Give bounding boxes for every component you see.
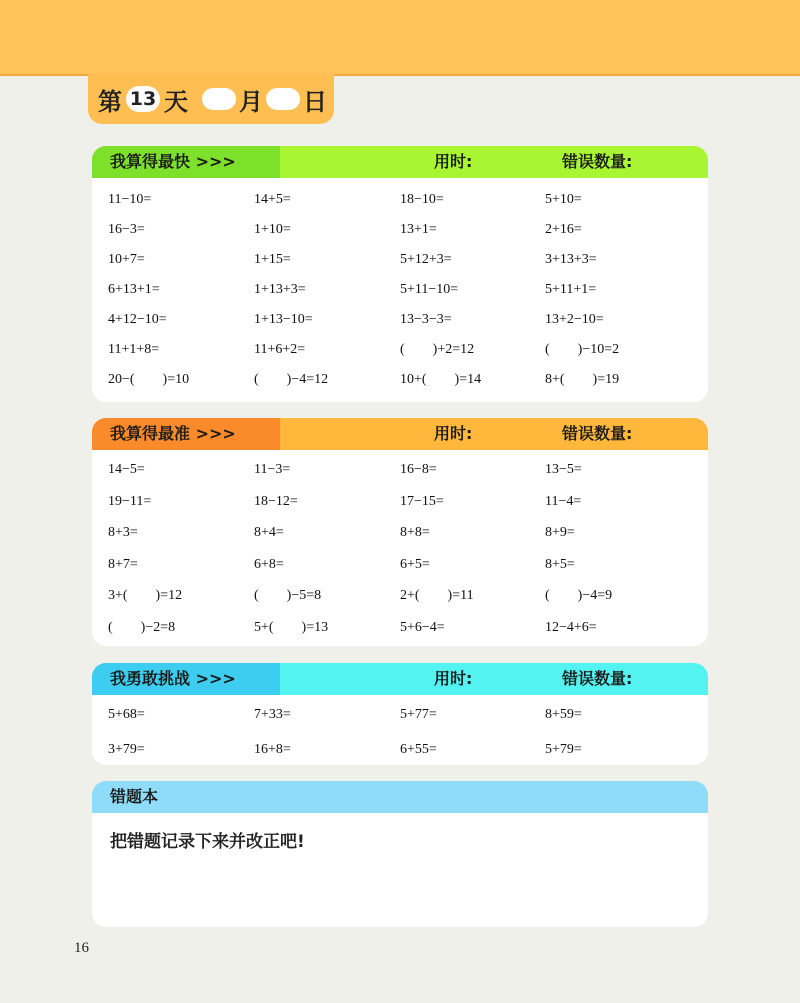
- problem-cell[interactable]: 8+4=: [254, 525, 284, 540]
- date-blank[interactable]: [266, 88, 300, 110]
- problem-cell[interactable]: 11−3=: [254, 462, 291, 477]
- problem-cell[interactable]: 5+68=: [108, 707, 145, 722]
- problem-cell[interactable]: 8+8=: [400, 525, 430, 540]
- notebook-header: [92, 781, 708, 813]
- date-label: 日: [303, 87, 327, 116]
- problem-cell[interactable]: 3+13+3=: [545, 252, 597, 267]
- problem-cell[interactable]: ( )−10=2: [545, 342, 620, 357]
- problem-cell[interactable]: 8+7=: [108, 556, 138, 572]
- problem-cell[interactable]: 5+77=: [400, 707, 437, 722]
- problem-cell[interactable]: 14+5=: [254, 192, 291, 207]
- problem-cell[interactable]: 6+55=: [400, 742, 437, 757]
- problem-cell[interactable]: 1+15=: [254, 252, 291, 267]
- problem-cell[interactable]: 10+( )=14: [400, 372, 482, 387]
- problem-cell[interactable]: 1+13−10=: [254, 312, 313, 327]
- problem-cell[interactable]: 1+13+3=: [254, 282, 306, 297]
- section-title: 我勇敢挑战 >>>: [92, 663, 280, 695]
- problem-cell[interactable]: 8+9=: [545, 525, 575, 540]
- problem-cell[interactable]: 18−12=: [254, 493, 298, 509]
- page-number: 16: [74, 940, 89, 956]
- month-label: 月: [239, 87, 263, 116]
- problem-cell[interactable]: 16−8=: [400, 462, 437, 477]
- section-most-accurate: [92, 418, 708, 646]
- problem-cell[interactable]: 5+11−10=: [400, 282, 459, 297]
- section-title: 我算得最准 >>>: [92, 418, 280, 450]
- section-challenge: [92, 663, 708, 765]
- problem-cell[interactable]: 13+1=: [400, 222, 437, 237]
- problem-cell[interactable]: 8+3=: [108, 525, 138, 540]
- notebook-title: 错题本: [110, 787, 159, 806]
- problem-cell[interactable]: 4+12−10=: [108, 312, 167, 327]
- error-count-label: 错误数量:: [562, 152, 633, 171]
- problem-cell[interactable]: ( )−4=9: [545, 588, 613, 603]
- problem-cell[interactable]: 6+5=: [400, 556, 430, 572]
- problem-cell[interactable]: 5+11+1=: [545, 282, 597, 297]
- time-label: 用时:: [434, 669, 473, 688]
- time-label: 用时:: [434, 152, 473, 171]
- day-prefix: 第: [98, 87, 122, 116]
- notebook-instruction: 把错题记录下来并改正吧!: [110, 832, 305, 852]
- month-blank[interactable]: [202, 88, 236, 110]
- problem-cell[interactable]: 19−11=: [108, 493, 152, 509]
- problem-cell[interactable]: 11+1+8=: [108, 342, 160, 357]
- section-fastest: [92, 146, 708, 402]
- problem-cell[interactable]: 2+( )=11: [400, 588, 474, 603]
- problem-cell[interactable]: 17−15=: [400, 493, 444, 509]
- problem-cell[interactable]: 5+10=: [545, 192, 582, 207]
- day-number: 13: [126, 86, 160, 112]
- problem-cell[interactable]: 11+6+2=: [254, 342, 306, 357]
- section-header: [92, 418, 708, 450]
- problem-cell[interactable]: 11−4=: [545, 493, 582, 509]
- problem-cell[interactable]: 6+13+1=: [108, 282, 160, 297]
- section-title: 我算得最快 >>>: [92, 146, 280, 178]
- problem-cell[interactable]: 3+( )=12: [108, 588, 183, 603]
- problem-cell[interactable]: ( )−5=8: [254, 588, 322, 603]
- problem-cell[interactable]: 11−10=: [108, 192, 152, 207]
- problem-cell[interactable]: 5+12+3=: [400, 252, 452, 267]
- problem-cell[interactable]: 7+33=: [254, 707, 291, 722]
- problem-cell[interactable]: 13−5=: [545, 462, 582, 477]
- error-count-label: 错误数量:: [562, 424, 633, 443]
- problem-cell[interactable]: 14−5=: [108, 462, 145, 477]
- day-header: [88, 74, 334, 124]
- problem-cell[interactable]: 5+79=: [545, 742, 582, 757]
- section-header: [92, 663, 708, 695]
- problem-cell[interactable]: 3+79=: [108, 742, 145, 757]
- problem-cell[interactable]: 13−3−3=: [400, 312, 452, 327]
- problem-cell[interactable]: 16−3=: [108, 222, 145, 237]
- error-count-label: 错误数量:: [562, 669, 633, 688]
- problem-cell[interactable]: 8+59=: [545, 707, 582, 722]
- problem-cell[interactable]: 16+8=: [254, 742, 291, 757]
- problem-cell[interactable]: 18−10=: [400, 192, 444, 207]
- problem-cell[interactable]: 13+2−10=: [545, 312, 604, 327]
- section-header: [92, 146, 708, 178]
- problem-cell[interactable]: ( )+2=12: [400, 342, 475, 357]
- problem-cell[interactable]: 5+( )=13: [254, 619, 329, 635]
- problem-cell[interactable]: 8+5=: [545, 556, 575, 572]
- problem-cell[interactable]: 10+7=: [108, 252, 145, 267]
- time-label: 用时:: [434, 424, 473, 443]
- problem-cell[interactable]: 20−( )=10: [108, 372, 190, 387]
- day-suffix: 天: [164, 87, 188, 116]
- mistake-notebook: [92, 781, 708, 927]
- problem-cell[interactable]: 8+( )=19: [545, 372, 620, 387]
- problem-cell[interactable]: 12−4+6=: [545, 619, 597, 635]
- problem-cell[interactable]: 6+8=: [254, 556, 284, 572]
- problem-cell[interactable]: ( )−4=12: [254, 372, 329, 387]
- problem-cell[interactable]: 5+6−4=: [400, 619, 445, 635]
- problem-cell[interactable]: ( )−2=8: [108, 619, 176, 635]
- problem-cell[interactable]: 2+16=: [545, 222, 582, 237]
- problem-cell[interactable]: 1+10=: [254, 222, 291, 237]
- top-band: [0, 0, 800, 76]
